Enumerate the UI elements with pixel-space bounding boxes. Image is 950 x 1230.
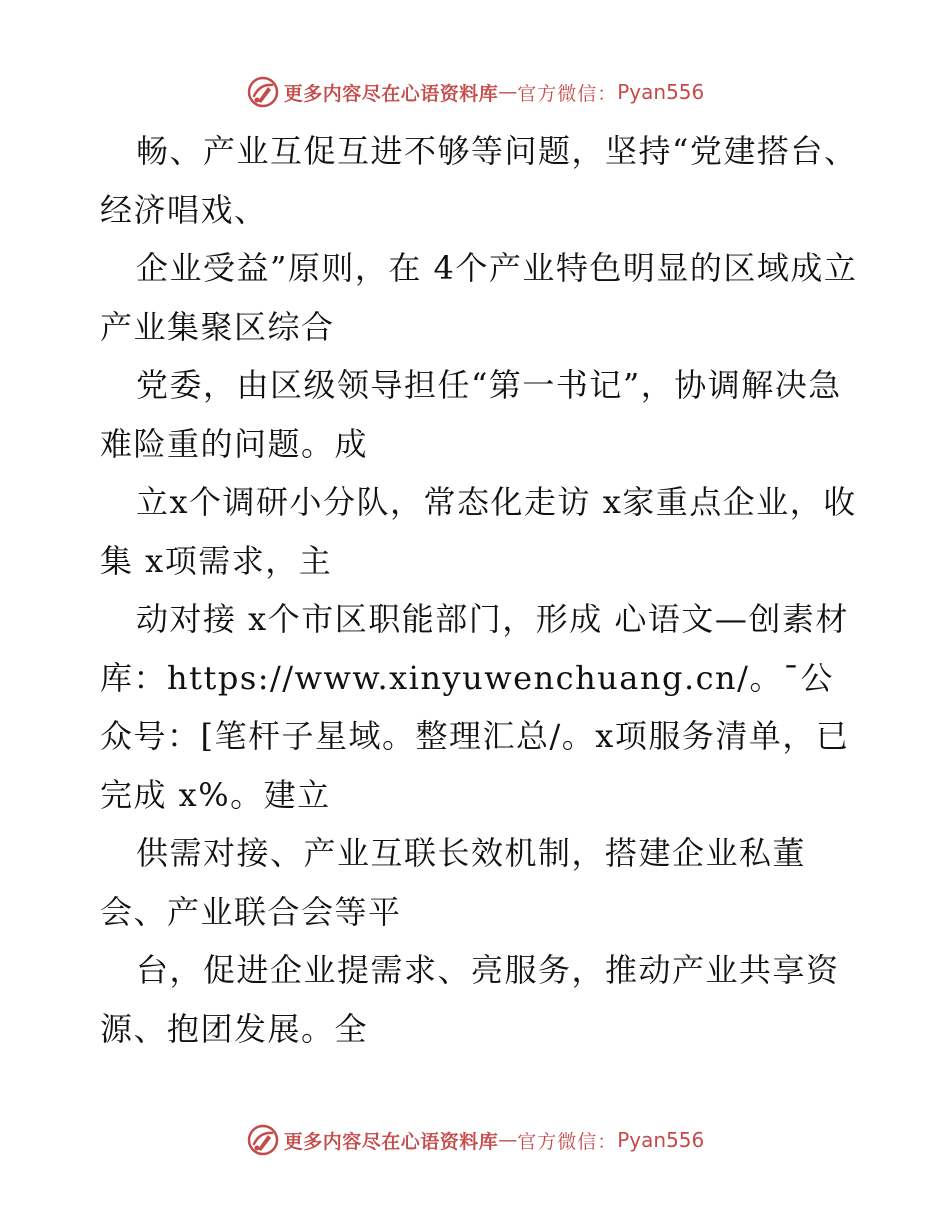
paragraph: 企业受益”原则，在 4个产业特色明显的区域成立产业集聚区综合 — [100, 249, 858, 346]
footer-main-text: 更多内容尽在心语资料库 — [283, 1130, 499, 1153]
paragraph: 党委，由区级领导担任“第一书记”，协调解决急难险重的问题。成 — [100, 366, 842, 463]
header-main-text: 更多内容尽在心语资料库 — [283, 82, 499, 105]
paragraph: 台，促进企业提需求、亮服务，推动产业共享资源、抱团发展。全 — [100, 951, 840, 1048]
footer-wechat-label: 官方微信： — [517, 1130, 618, 1153]
paragraph: 供需对接、产业互联长效机制，搭建企业私董会、产业联合会等平 — [100, 834, 807, 931]
paragraph: 畅、产业互促互进不够等问题，坚持“党建搭台、经济唱戏、 — [100, 132, 858, 229]
brand-logo-icon — [246, 75, 280, 109]
brand-logo-icon — [246, 1123, 280, 1157]
header-banner — [0, 72, 950, 112]
document-body — [100, 122, 860, 1058]
paragraph: 动对接 x个市区职能部门，形成 心语文—创素材库：https://www.xinyuwenchuang.cn/。¯公众号：[笔杆子星域。整理汇总/。x项服务清单，已完成 x%。建立 — [100, 600, 850, 814]
footer-wechat-id: Pyan556 — [617, 1128, 705, 1152]
header-dash: — — [498, 81, 518, 103]
header-wechat-label: 官方微信： — [517, 82, 618, 105]
footer-dash: — — [498, 1129, 518, 1151]
footer-banner — [0, 1120, 950, 1160]
paragraph: 立x个调研小分队，常态化走访 x家重点企业，收集 x项需求，主 — [100, 483, 857, 580]
header-wechat-id: Pyan556 — [617, 80, 705, 104]
